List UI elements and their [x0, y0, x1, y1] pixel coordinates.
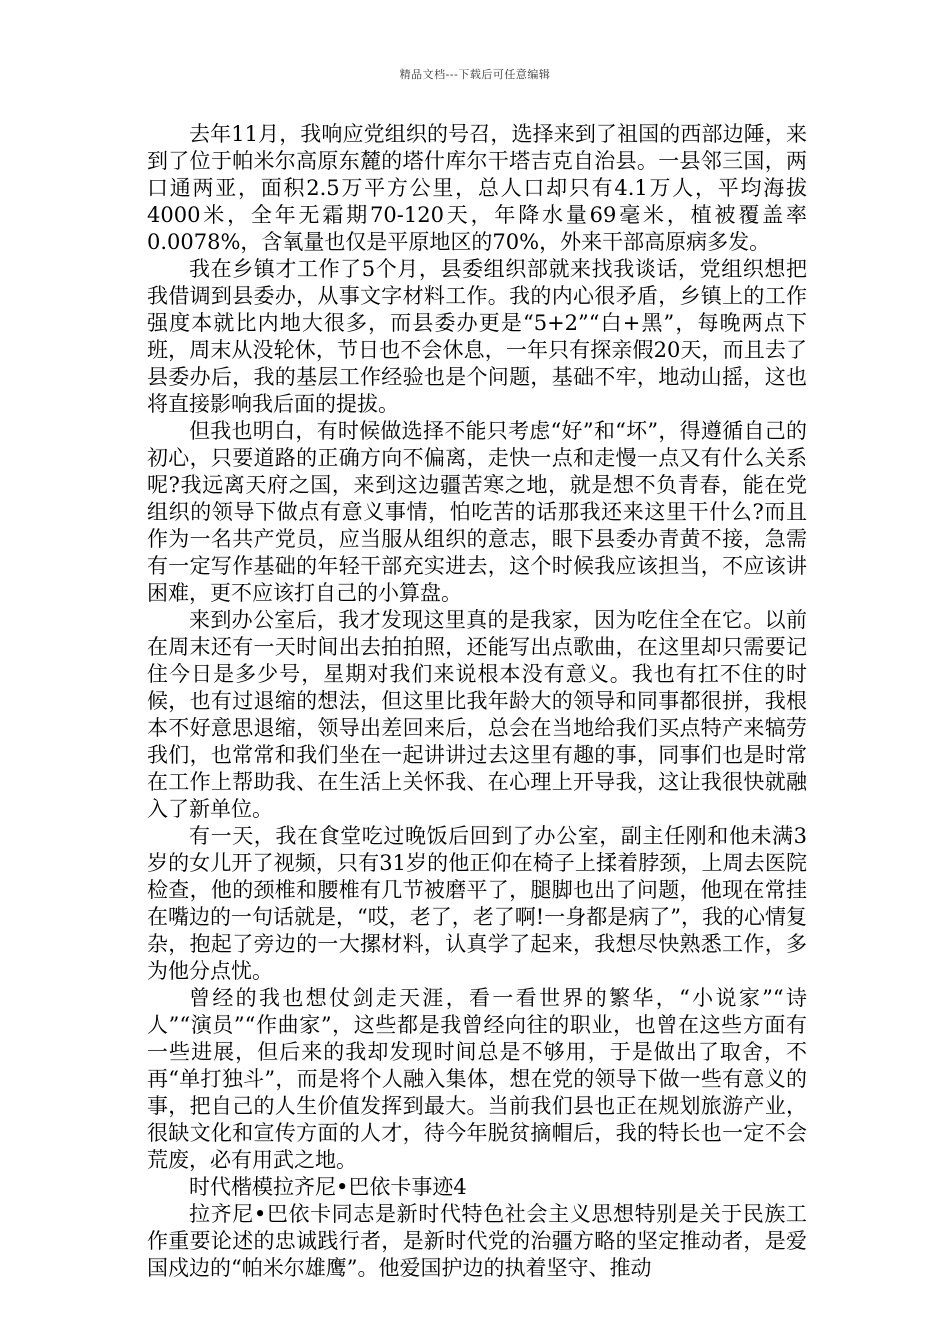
paragraph-1: 去年11月，我响应党组织的号召，选择来到了祖国的西部边陲，来到了位于帕米尔高原东麓的塔什库尔干塔吉克自治县。一县邻三国，两口通两亚，面积2.5万平方公里，总人口却只有4.1万人，平均海拔4000米，全年无霜期70-120天，年降水量69毫米，植被覆盖率0.0078%，含氧量也仅是平原地区的70%，外来干部高原病多发。	[147, 122, 807, 254]
paragraph-6: 曾经的我也想仗剑走天涯，看一看世界的繁华，“小说家”“诗人”“演员”“作曲家”，这些都是我曾经向往的职业，也曾在这些方面有一些进展，但后来的我却发现时间总是不够用，于是做出了取舍，不再“单打独斗”，而是将个人融入集体，想在党的领导下做一些有意义的事，把自己的人生价值发挥到最大。当前我们县也正在规划旅游产业，很缺文化和宣传方面的人才，待今年脱贫摘帽后，我的特长也一定不会荒废，必有用武之地。	[147, 986, 807, 1172]
document-body	[147, 121, 807, 1282]
paragraph-7: 拉齐尼•巴依卡同志是新时代特色社会主义思想特别是关于民族工作重要论述的忠诚践行者，是新时代党的治疆方略的坚定推动者，是爱国戍边的“帕米尔雄鹰”。他爱国护边的执着坚守、推动	[147, 1202, 807, 1280]
paragraph-5: 有一天，我在食堂吃过晚饭后回到了办公室，副主任刚和他未满3岁的女儿开了视频，只有31岁的他正仰在椅子上揉着脖颈，上周去医院检查，他的颈椎和腰椎有几节被磨平了，腿脚也出了问题，他现在常挂在嘴边的一句话就是，“哎，老了，老了啊!一身都是病了”，我的心情复杂，抱起了旁边的一大摞材料，认真学了起来，我想尽快熟悉工作，多为他分点忧。	[147, 824, 807, 983]
paragraph-3: 但我也明白，有时候做选择不能只考虑“好”和“坏”，得遵循自己的初心，只要道路的正确方向不偏离，走快一点和走慢一点又有什么关系呢?我远离天府之国，来到这边疆苦寒之地，就是想不负青春，能在党组织的领导下做点有意义事情，怕吃苦的话那我还来这里干什么?而且作为一名共产党员，应当服从组织的意志，眼下县委办青黄不接，急需有一定写作基础的年轻干部充实进去，这个时候我应该担当，不应该讲困难，更不应该打自己的小算盘。	[147, 419, 807, 605]
page-header: 精品文档---下载后可任意编辑	[399, 68, 551, 81]
section-heading: 时代楷模拉齐尼•巴依卡事迹4	[189, 1175, 467, 1199]
paragraph-2: 我在乡镇才工作了5个月，县委组织部就来找我谈话，党组织想把我借调到县委办，从事文字材料工作。我的内心很矛盾，乡镇上的工作强度本就比内地大很多，而县委办更是“5+2”“白+黑”，每晚两点下班，周末从没轮休，节日也不会休息，一年只有探亲假20天，而且去了县委办后，我的基层工作经验也是个问题，基础不牢，地动山摇，这也将直接影响我后面的提拔。	[147, 257, 807, 416]
paragraph-4: 来到办公室后，我才发现这里真的是我家，因为吃住全在它。以前在周末还有一天时间出去拍拍照，还能写出点歌曲，在这里却只需要记住今日是多少号，星期对我们来说根本没有意义。我也有扛不住的时候，也有过退缩的想法，但这里比我年龄大的领导和同事都很拼，我根本不好意思退缩，领导出差回来后，总会在当地给我们买点特产来犒劳我们，也常常和我们坐在一起讲讲过去这里有趣的事，同事们也是时常在工作上帮助我、在生活上关怀我、在心理上开导我，这让我很快就融入了新单位。	[147, 608, 807, 821]
